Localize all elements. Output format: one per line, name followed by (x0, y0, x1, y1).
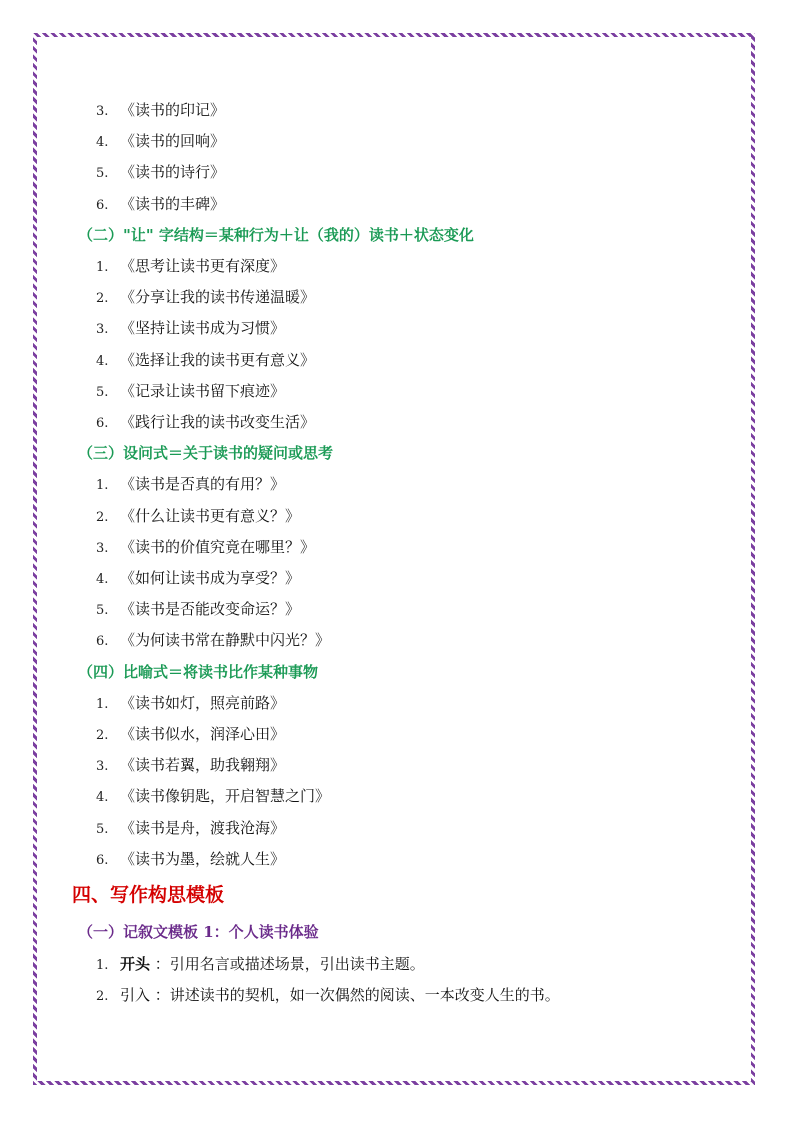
item-number: 4. (96, 354, 109, 369)
item-text: ：讲述读书的契机，如一次偶然的阅读、一本改变人生的书。 (150, 986, 560, 1004)
item-number: 5. (96, 603, 109, 618)
list-item (96, 786, 330, 808)
chapter-title: 四、写作构思模板 (72, 884, 225, 906)
item-text: 《读书似水，润泽心田》 (120, 725, 286, 743)
list-item (96, 693, 285, 715)
item-number: 1. (96, 260, 109, 275)
item-text: 《读书是否真的有用？》 (120, 475, 286, 493)
item-number: 4. (96, 135, 109, 150)
item-number: 3. (96, 104, 109, 119)
item-text: 《分享让我的读书传递温暖》 (120, 288, 316, 306)
item-number: 6. (96, 634, 109, 649)
section-heading: （三）设问式＝关于读书的疑问或思考 (78, 444, 334, 462)
item-number: 3. (96, 759, 109, 774)
step-label: 开头 (120, 955, 151, 973)
item-text: 《读书是舟，渡我沧海》 (120, 819, 286, 837)
list-item (96, 412, 315, 434)
item-number: 4. (96, 572, 109, 587)
item-number: 2. (96, 989, 109, 1004)
step-label: 引入 (120, 986, 151, 1004)
list-item (96, 568, 300, 590)
list-item (96, 318, 285, 340)
item-number: 1. (96, 697, 109, 712)
list-item (96, 381, 285, 403)
item-text: 《读书的回响》 (120, 132, 226, 150)
item-number: 4. (96, 790, 109, 805)
item-text: 《记录让读书留下痕迹》 (120, 382, 286, 400)
item-number: 1. (96, 478, 109, 493)
item-number: 5. (96, 385, 109, 400)
item-number: 2. (96, 291, 109, 306)
list-item (96, 100, 225, 122)
item-text: 《思考让读书更有深度》 (120, 257, 286, 275)
item-text: 《如何让读书成为享受？》 (120, 569, 301, 587)
list-item (96, 474, 285, 496)
item-text: 《读书若翼，助我翱翔》 (120, 756, 286, 774)
item-text: 《践行让我的读书改变生活》 (120, 413, 316, 431)
list-item (96, 162, 225, 184)
item-number: 5. (96, 822, 109, 837)
list-item (96, 287, 315, 309)
list-item (96, 350, 315, 372)
section-heading: （二）"让" 字结构＝某种行为＋让（我的）读书＋状态变化 (78, 226, 474, 244)
list-item (96, 256, 285, 278)
item-text: 《读书像钥匙，开启智慧之门》 (120, 787, 331, 805)
item-number: 6. (96, 853, 109, 868)
item-number: 2. (96, 510, 109, 525)
item-text: 《读书是否能改变命运？》 (120, 600, 301, 618)
item-text: 《读书的印记》 (120, 101, 226, 119)
item-number: 3. (96, 541, 109, 556)
item-text: ：引用名言或描述场景，引出读书主题。 (150, 955, 425, 973)
list-item (96, 131, 225, 153)
section-heading: （四）比喻式＝将读书比作某种事物 (78, 663, 319, 681)
item-text: 《为何读书常在静默中闪光？》 (120, 631, 331, 649)
item-number: 1. (96, 958, 109, 973)
list-item (96, 506, 300, 528)
list-item (96, 954, 425, 976)
item-number: 2. (96, 728, 109, 743)
list-item (96, 194, 225, 216)
list-item (96, 818, 285, 840)
item-text: 《读书为墨，绘就人生》 (120, 850, 286, 868)
item-text: 《读书的价值究竟在哪里？》 (120, 538, 316, 556)
item-number: 6. (96, 198, 109, 213)
list-item (96, 537, 315, 559)
item-text: 《读书的诗行》 (120, 163, 226, 181)
list-item (96, 630, 330, 652)
list-item (96, 599, 300, 621)
item-text: 《读书的丰碑》 (120, 195, 226, 213)
list-item (96, 724, 285, 746)
item-text: 《读书如灯，照亮前路》 (120, 694, 286, 712)
item-number: 3. (96, 322, 109, 337)
section-heading: （一）记叙文模板 1：个人读书体验 (78, 923, 319, 941)
list-item (96, 985, 560, 1007)
item-text: 《选择让我的读书更有意义》 (120, 351, 316, 369)
list-item (96, 755, 285, 777)
item-number: 5. (96, 166, 109, 181)
item-number: 6. (96, 416, 109, 431)
list-item (96, 849, 285, 871)
item-text: 《什么让读书更有意义？》 (120, 507, 301, 525)
item-text: 《坚持让读书成为习惯》 (120, 319, 286, 337)
